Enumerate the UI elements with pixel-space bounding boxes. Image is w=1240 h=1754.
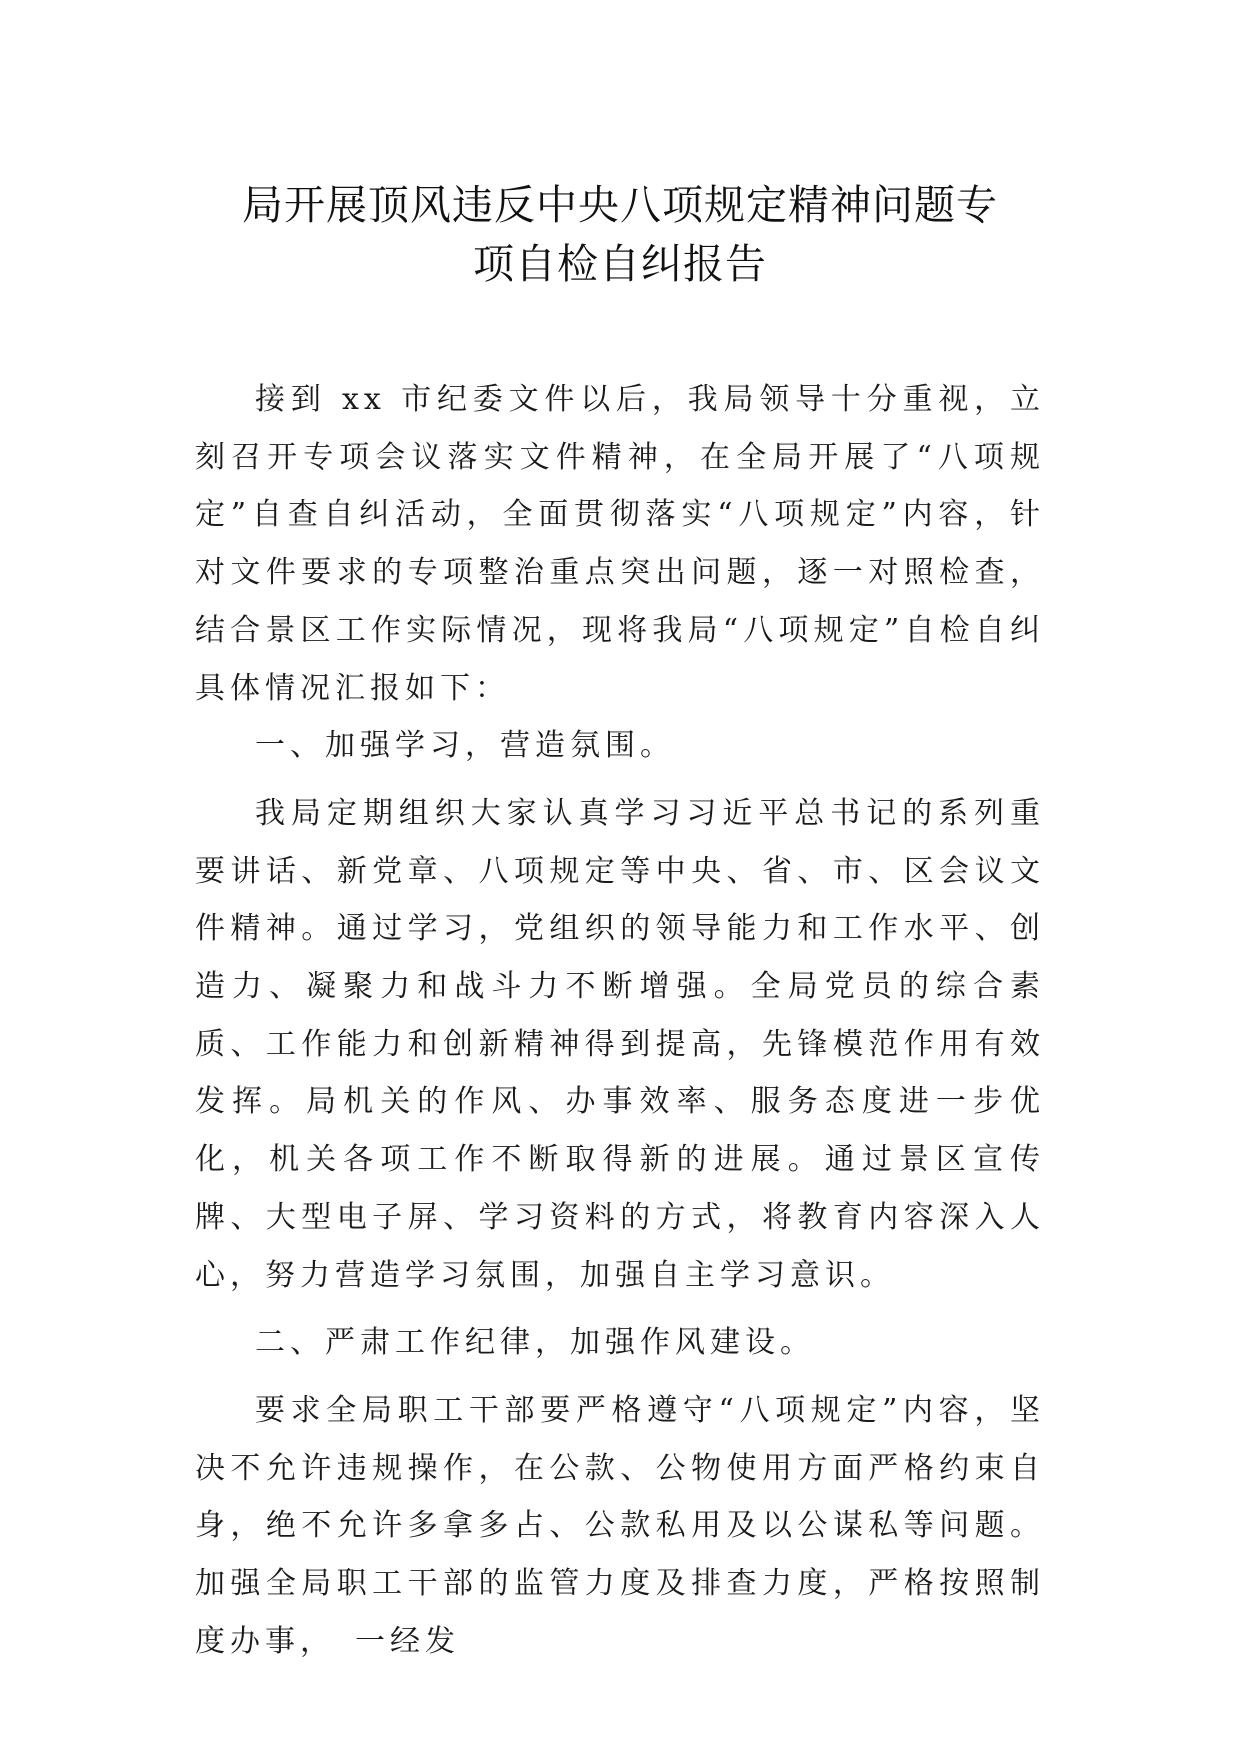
document-title <box>150 176 1090 294</box>
paragraph-section-2: 要求全局职工干部要严格遵守“八项规定”内容，坚决不允许违规操作，在公款、公物使用方面严格约束自身，绝不允许多拿多占、公款私用及以公谋私等问题。加强全局职工干部的监管力度及排查力度，严格按照制度办事， 一经发 <box>195 1392 1045 1659</box>
section-heading-1: 一、加强学习，营造氛围。 <box>255 728 675 764</box>
paragraph-intro: 接到 xx 市纪委文件以后，我局领导十分重视，立刻召开专项会议落实文件精神，在全局开展了“八项规定”自查自纠活动，全面贯彻落实“八项规定”内容，针对文件要求的专项整治重点突出问题，逐一对照检查，结合景区工作实际情况，现将我局“八项规定”自检自纠具体情况汇报如下： <box>195 382 1045 706</box>
title-line-2: 项自检自纠报告 <box>473 240 767 288</box>
title-line-1: 局开展顶风违反中央八项规定精神问题专 <box>242 181 998 229</box>
paragraph-section-1: 我局定期组织大家认真学习习近平总书记的系列重要讲话、新党章、八项规定等中央、省、市、区会议文件精神。通过学习，党组织的领导能力和工作水平、创造力、凝聚力和战斗力不断增强。全局党员的综合素质、工作能力和创新精神得到提高，先锋模范作用有效发挥。局机关的作风、办事效率、服务态度进一步优化，机关各项工作不断取得新的进展。通过景区宣传牌、大型电子屏、学习资料的方式，将教育内容深入人心，努力营造学习氛围，加强自主学习意识。 <box>195 795 1045 1293</box>
document-body <box>195 371 1045 1670</box>
section-heading-2: 二、严肃工作纪律，加强作风建设。 <box>255 1325 815 1361</box>
